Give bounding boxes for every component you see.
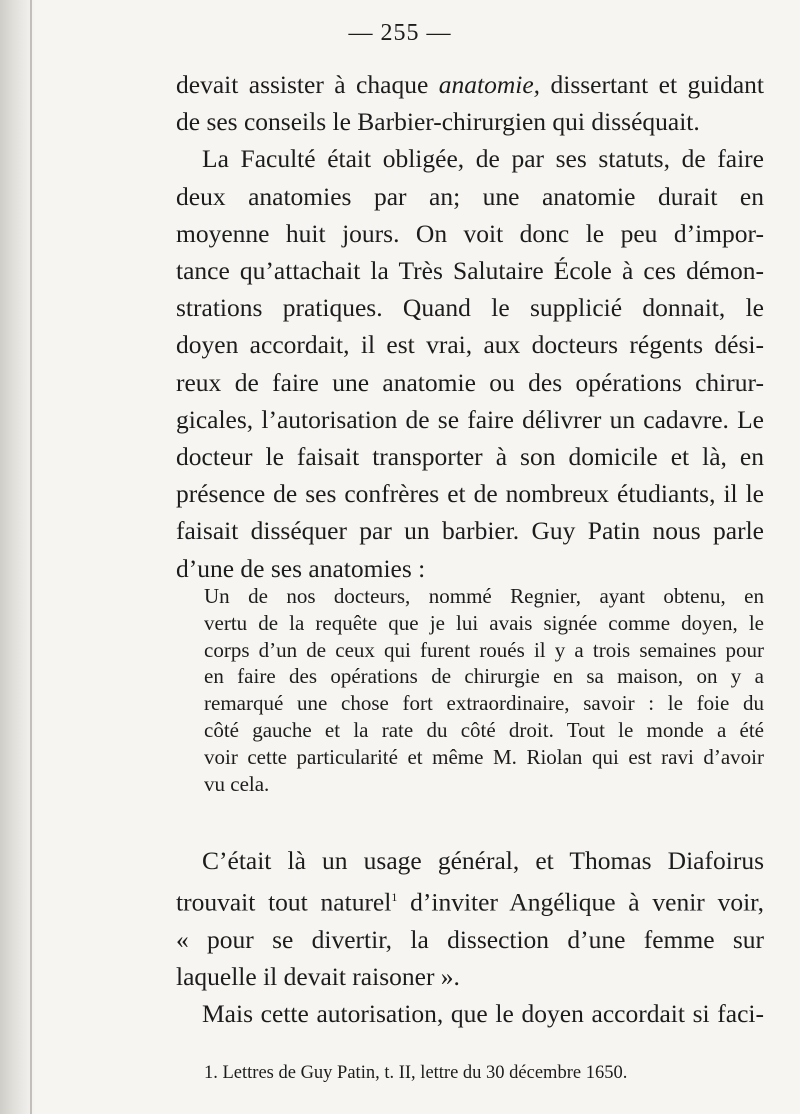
- text-line: présence de ses confrères et de nombreux étudiants, il le: [176, 479, 764, 509]
- text-line: Mais cette autorisation, que le doyen accordait si faci-: [202, 999, 764, 1029]
- text-line: trouvait tout naturel$^1$ d’inviter Angélique à venir voir,: [176, 887, 765, 917]
- closing-paragraphs: [176, 842, 764, 1033]
- main-paragraphs: [176, 66, 764, 587]
- text-line: doyen accordait, il est vrai, aux docteurs régents dési-: [176, 330, 764, 360]
- text-line: gicales, l’autorisation de se faire délivrer un cadavre. Le: [176, 404, 764, 434]
- quote-line: remarqué une chose fort extraordinaire, savoir : le foie du: [204, 691, 764, 716]
- text-line: La Faculté était obligée, de par ses statuts, de faire: [202, 144, 764, 174]
- text-line: strations pratiques. Quand le supplicié donnait, le: [176, 293, 764, 323]
- quote-line: vertu de la requête que je lui avais signée comme doyen, le: [204, 610, 764, 635]
- block-quote: [204, 583, 764, 797]
- text-line: moyenne huit jours. On voit donc le peu d’impor-: [176, 218, 764, 248]
- quote-line: corps d’un de ceux qui furent roués il y a trois semaines pour: [204, 637, 764, 662]
- footnote-marker: 1: [391, 890, 398, 905]
- text-line: de ses conseils le Barbier-chirurgien qui disséquait.: [176, 107, 700, 137]
- text-line: C’était là un usage général, et Thomas Diafoirus: [202, 846, 764, 875]
- text-line: docteur le faisait transporter à son domicile et là, en: [176, 442, 764, 472]
- quote-line: en faire des opérations de chirurgie en sa maison, on y a: [204, 664, 764, 689]
- quote-line: Un de nos docteurs, nommé Regnier, ayant obtenu, en: [204, 584, 764, 608]
- binding-edge: [30, 0, 32, 1114]
- text-line: laquelle il devait raisoner ».: [176, 962, 460, 992]
- quote-line: voir cette particularité et même M. Riolan qui est ravi d’avoir: [204, 744, 764, 769]
- text-line: deux anatomies par an; une anatomie durait en: [176, 181, 764, 211]
- text-line: devait assister à chaque anatomie, dissertant et guidant: [176, 70, 765, 99]
- footnote: 1. Lettres de Guy Patin, t. II, lettre du 30 décembre 1650.: [204, 1063, 628, 1083]
- quote-line: vu cela.: [204, 771, 270, 796]
- text-line: faisait disséquer par un barbier. Guy Patin nous parle: [176, 516, 764, 546]
- text-line: d’une de ses anatomies :: [176, 553, 426, 583]
- text-line: « pour se divertir, la dissection d’une femme sur: [176, 924, 764, 954]
- quote-line: côté gauche et la rate du côté droit. Tout le monde a été: [204, 717, 764, 742]
- page-number: — 255 —: [348, 20, 452, 46]
- text-line: tance qu’attachait la Très Salutaire École à ces démon-: [176, 256, 764, 286]
- text-line: reux de faire une anatomie ou des opérations chirur-: [176, 367, 764, 397]
